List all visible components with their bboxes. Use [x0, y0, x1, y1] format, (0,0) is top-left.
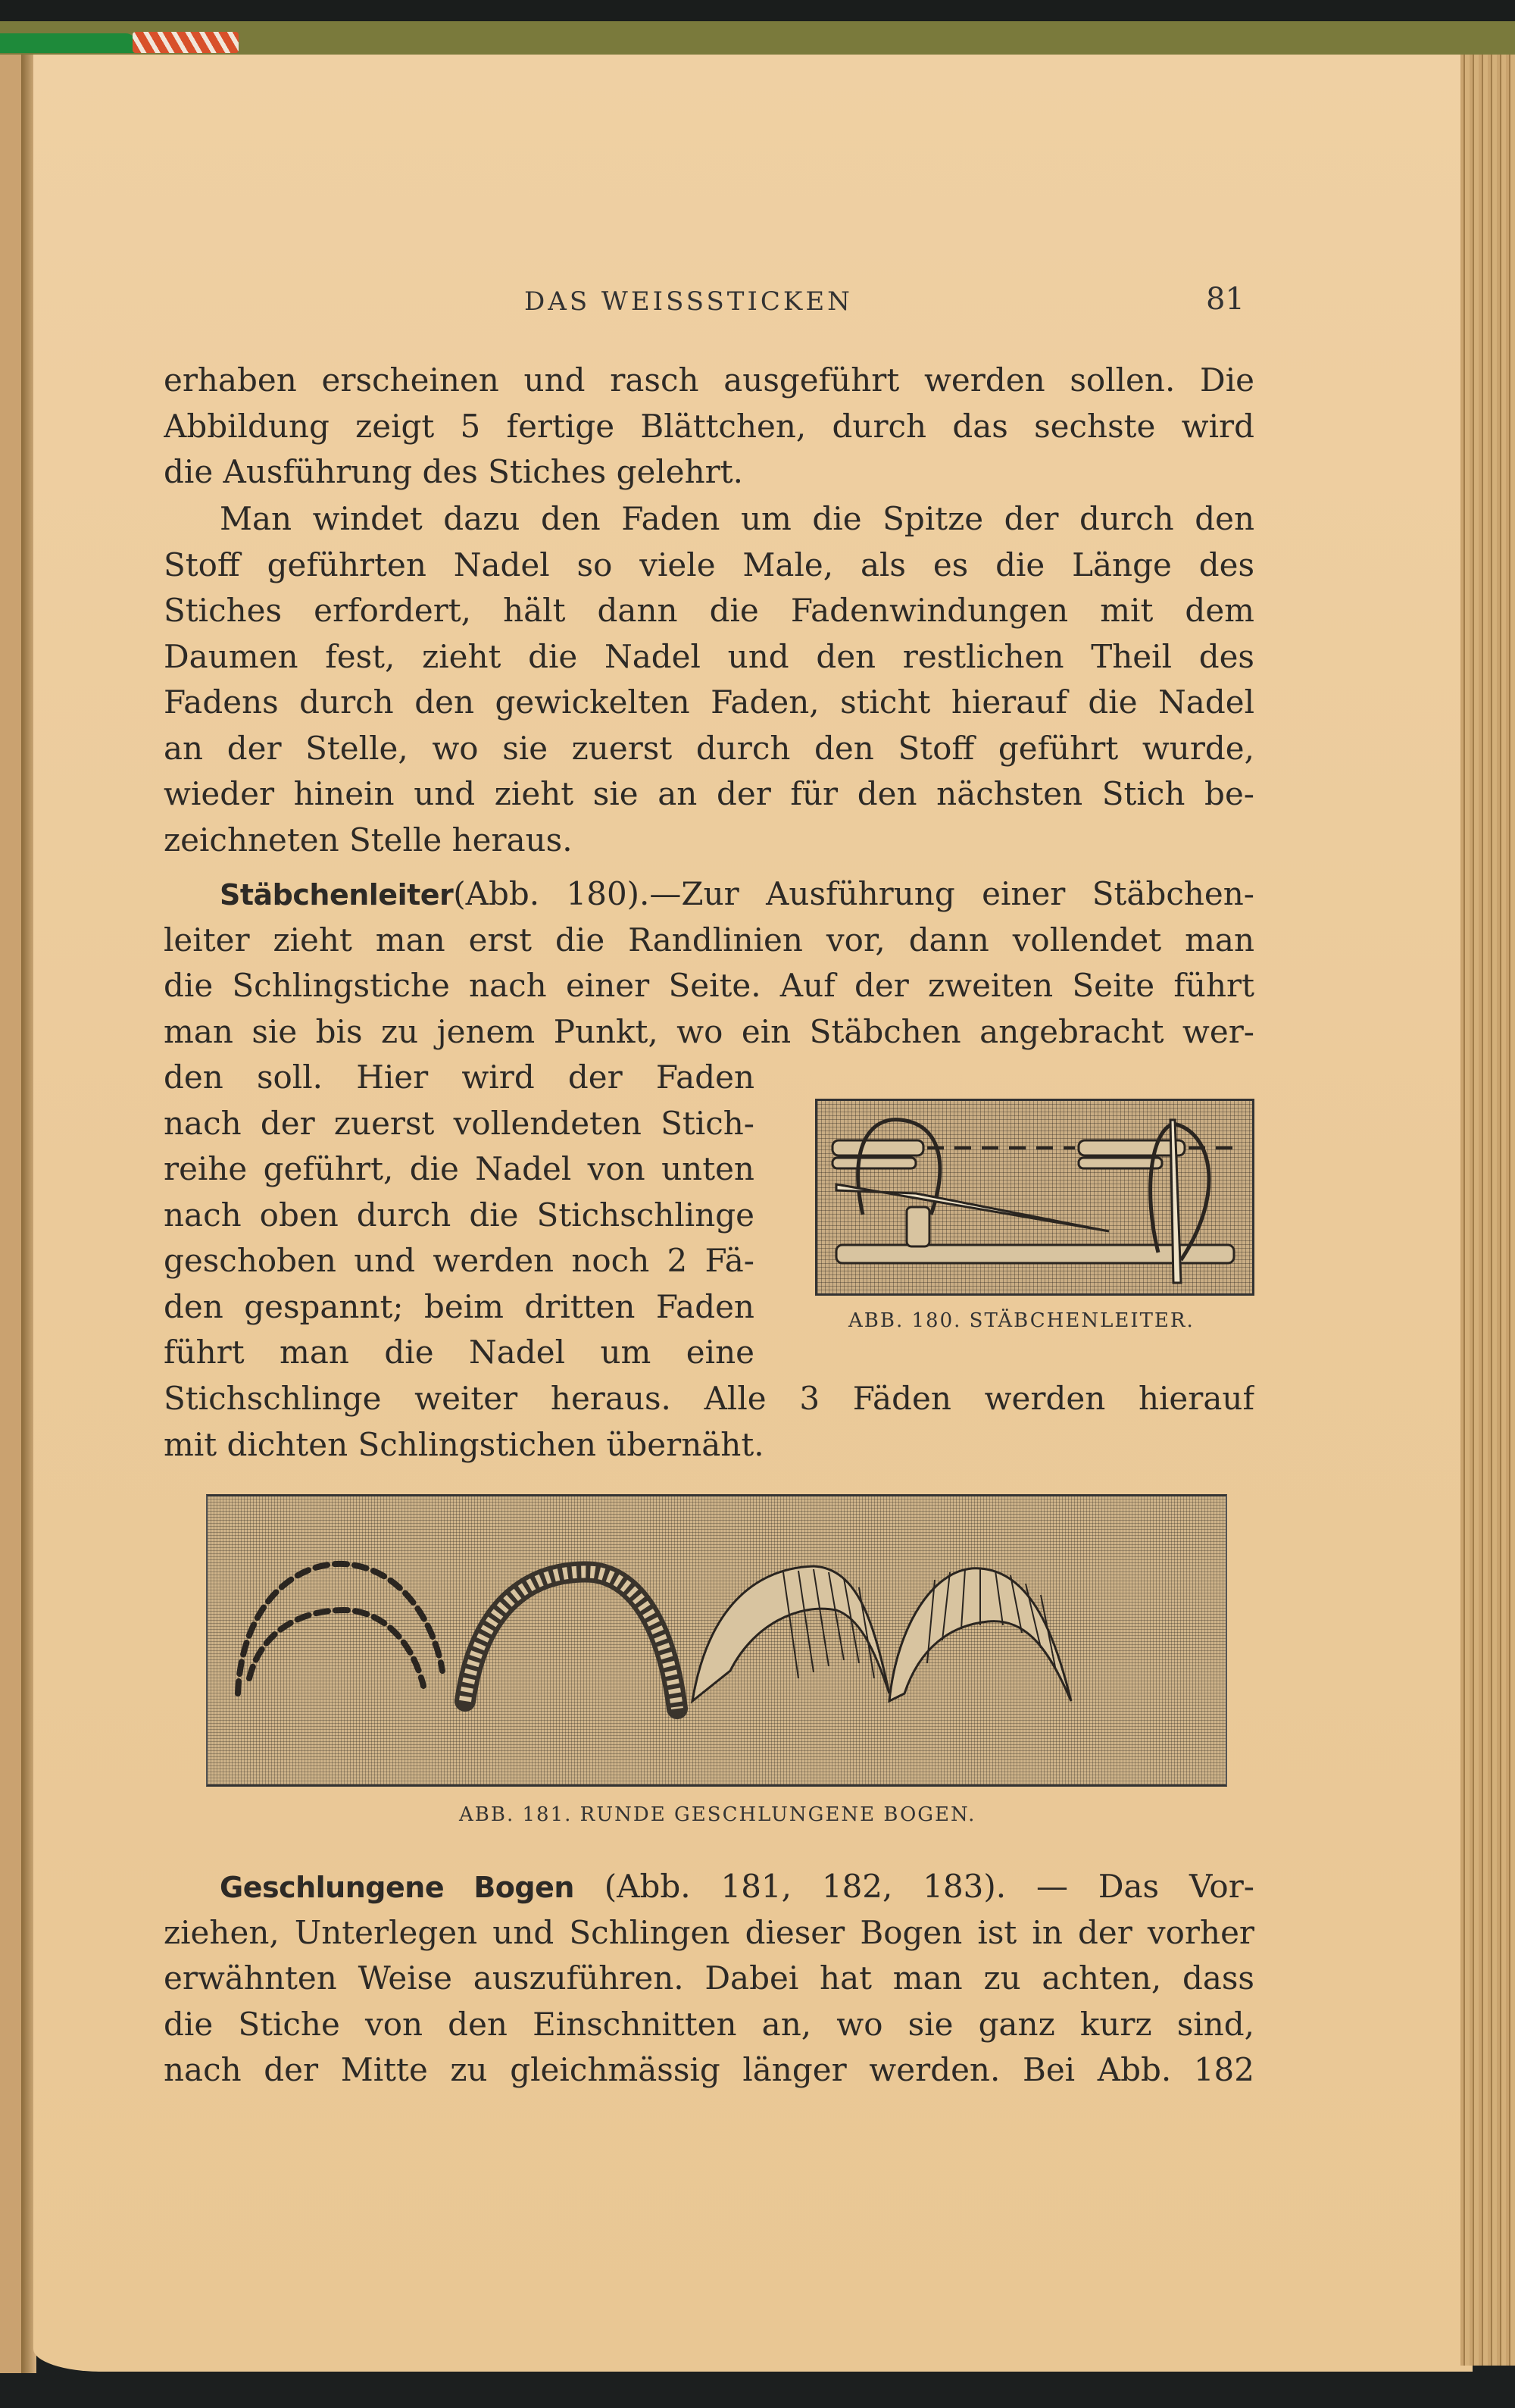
- section-heading-staebchenleiter: Stäbchenleiter: [220, 878, 454, 912]
- text-line: geschoben und werden noch 2 Fä-: [164, 1242, 754, 1279]
- stitch-bar-top-left: [832, 1140, 923, 1156]
- text-line: [164, 1864, 1254, 1910]
- text-line: Daumen fest, zieht die Nadel und den restlichen Theil des: [164, 637, 1254, 675]
- arch-half-stitched: [692, 1566, 889, 1701]
- figure-181-illustration: [206, 1494, 1227, 1787]
- text-line: Man windet dazu den Faden um die Spitze der durch den: [220, 500, 1254, 537]
- text-line: ziehen, Unterlegen und Schlingen dieser Bogen ist in der vorher: [164, 1913, 1254, 1951]
- text-line: den gespannt; beim dritten Faden: [164, 1287, 754, 1325]
- text-line: Stichschlinge weiter heraus. Alle 3 Fäden werden hierauf: [164, 1380, 1254, 1417]
- page-fore-edge: [1460, 55, 1515, 2366]
- text-line: die Stiche von den Einschnitten an, wo sie ganz kurz sind,: [164, 2005, 1254, 2043]
- section-heading-geschlungene-bogen: Geschlungene Bogen: [220, 1871, 574, 1904]
- stitch-bar-top-right-lower: [1079, 1158, 1162, 1168]
- left-page-edge: [0, 55, 21, 2373]
- paragraph-staebchenleiter-wrap: [164, 1055, 754, 1376]
- text-line: erwähnten Weise auszuführen. Dabei hat man zu achten, dass: [164, 1959, 1254, 1997]
- text-line: führt man die Nadel um eine: [164, 1334, 754, 1371]
- text-line: reihe geführt, die Nadel von unten: [164, 1150, 754, 1187]
- needle-left: [836, 1184, 1109, 1231]
- paragraph-geschlungene-bogen: [164, 1864, 1254, 2094]
- text-fragment: (Abb. 180).—Zur Ausführung einer Stäbchen-: [453, 875, 1254, 912]
- text-line: den soll. Hier wird der Faden: [164, 1059, 754, 1096]
- stitch-bar-top-right: [1079, 1140, 1185, 1156]
- text-line: nach der Mitte zu gleichmässig länger werden. Bei Abb. 182: [164, 2051, 1254, 2088]
- page-number: 81: [1206, 282, 1245, 317]
- text-line: leiter zieht man erst die Randlinien vor, dann vollendet man: [164, 921, 1254, 959]
- text-line: wieder hinein und zieht sie an der für den nächsten Stich be-: [164, 775, 1254, 812]
- paragraph-staebchenleiter-tail: [164, 1376, 1254, 1468]
- staebchen-bar: [907, 1207, 929, 1246]
- figure-180-illustration: [815, 1099, 1254, 1296]
- paragraph-1: [164, 358, 1254, 496]
- arch-underlaid: [465, 1572, 677, 1709]
- paragraph-staebchenleiter: [164, 871, 1254, 1055]
- paragraph-2: [164, 496, 1254, 863]
- text-line: an der Stelle, wo sie zuerst durch den Stoff geführt wurde,: [164, 729, 1254, 767]
- geschlungene-bogen-drawing: [208, 1496, 1226, 1784]
- arch-outline-inner: [249, 1610, 423, 1686]
- stitch-bar-top-left-lower: [832, 1158, 916, 1168]
- text-line: mit dichten Schlingstichen übernäht.: [164, 1425, 764, 1463]
- text-fragment: (Abb. 181, 182, 183). — Das Vor-: [573, 1868, 1254, 1905]
- text-line: Abbildung zeigt 5 fertige Blättchen, durch das sechste wird: [164, 407, 1254, 445]
- text-line: man sie bis zu jenem Punkt, wo ein Stäbchen angebracht wer-: [164, 1012, 1254, 1050]
- text-line: die Schlingstiche nach einer Seite. Auf der zweiten Seite führt: [164, 967, 1254, 1004]
- text-line: Fadens durch den gewickelten Faden, sticht hierauf die Nadel: [164, 683, 1254, 721]
- text-line: erhaben erscheinen und rasch ausgeführt werden sollen. Die: [164, 361, 1254, 399]
- text-line: Stiches erfordert, hält dann die Fadenwindungen mit dem: [164, 592, 1254, 629]
- text-line: nach oben durch die Stichschlinge: [164, 1196, 754, 1234]
- bookmark-ribbon: [0, 33, 136, 53]
- text-line: zeichneten Stelle heraus.: [164, 821, 573, 858]
- text-line: Stoff geführten Nadel so viele Male, als es die Länge des: [164, 546, 1254, 583]
- staebchenleiter-drawing: [817, 1101, 1252, 1293]
- figure-180-caption: ABB. 180. STÄBCHENLEITER.: [848, 1309, 1195, 1332]
- running-head-title: DAS WEISSSTICKEN: [524, 286, 853, 317]
- running-head: [0, 282, 1515, 324]
- figure-181-caption: ABB. 181. RUNDE GESCHLUNGENE BOGEN.: [459, 1803, 976, 1826]
- headband-stripe: [133, 32, 239, 53]
- arch-outline-outer: [238, 1564, 442, 1693]
- text-line: [164, 871, 1254, 918]
- text-line: nach der zuerst vollendeten Stich-: [164, 1104, 754, 1142]
- text-line: die Ausführung des Stiches gelehrt.: [164, 453, 743, 490]
